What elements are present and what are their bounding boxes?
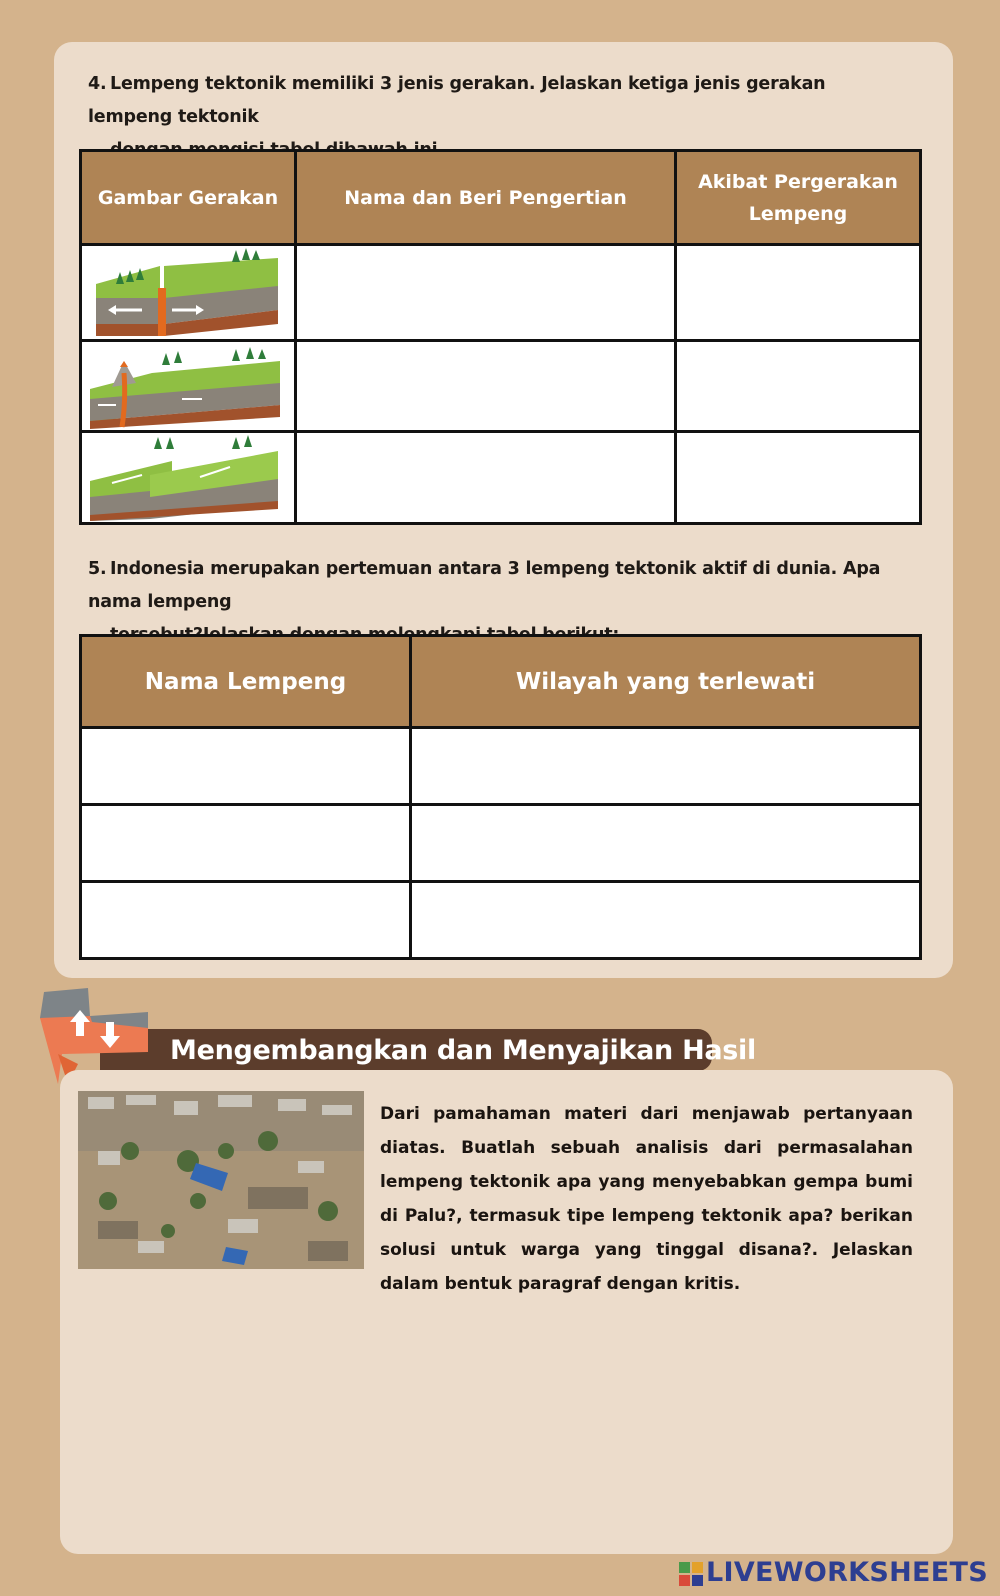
- question-4-text-line1: Lempeng tektonik memiliki 3 jenis gerakan. Jelaskan ketiga jenis gerakan lempeng tektonik: [88, 74, 826, 127]
- name-definition-input[interactable]: [297, 435, 674, 521]
- name-definition-cell[interactable]: [296, 245, 676, 341]
- region-cell[interactable]: [411, 882, 921, 959]
- brand: [679, 1558, 988, 1588]
- effect-cell[interactable]: [676, 432, 921, 524]
- header-gambar-gerakan: Gambar Gerakan: [81, 151, 296, 245]
- plate-name-cell[interactable]: [81, 882, 411, 959]
- liveworksheets-logo-icon: [679, 1562, 703, 1586]
- question-5-number: 5.: [88, 559, 107, 579]
- table-row: [81, 805, 921, 882]
- question-4-number: 4.: [88, 74, 107, 94]
- effect-input[interactable]: [677, 435, 919, 521]
- plate-name-input[interactable]: [82, 885, 409, 956]
- analysis-answer-textarea[interactable]: [80, 1290, 933, 1540]
- name-definition-cell[interactable]: [296, 341, 676, 432]
- name-definition-input[interactable]: [297, 248, 674, 338]
- name-definition-input[interactable]: [297, 344, 674, 429]
- region-input[interactable]: [412, 808, 919, 879]
- region-input[interactable]: [412, 885, 919, 956]
- question-5-text-line1: Indonesia merupakan pertemuan antara 3 lempeng tektonik aktif di dunia. Apa nama lempeng: [88, 559, 881, 612]
- effect-cell[interactable]: [676, 245, 921, 341]
- analysis-instructions: Dari pamahaman materi dari menjawab pertanyaan diatas. Buatlah sebuah analisis dari permasalahan lempeng tektonik apa yang menyebabkan gempa bumi di Palu?, termasuk tipe lempeng tektonik apa? berikan solusi untuk warga yang tinggal disana?. Jelaskan dalam bentuk paragraf dengan kritis.: [380, 1104, 913, 1294]
- name-definition-cell[interactable]: [296, 432, 676, 524]
- table-row: [81, 882, 921, 959]
- plate-name-input[interactable]: [82, 808, 409, 879]
- table-row: [81, 245, 921, 341]
- brand-name: LIVEWORKSHEETS: [705, 1557, 988, 1588]
- plate-name-cell[interactable]: [81, 805, 411, 882]
- movement-image-cell: [81, 341, 296, 432]
- effect-input[interactable]: [677, 344, 919, 429]
- indonesia-plates-table: [79, 634, 922, 960]
- table-row: [81, 341, 921, 432]
- section-title: Mengembangkan dan Menyajikan Hasil: [170, 1035, 756, 1066]
- table-row: [81, 728, 921, 805]
- movement-image-cell: [81, 432, 296, 524]
- plate-name-input[interactable]: [82, 731, 409, 802]
- movement-image-cell: [81, 245, 296, 341]
- plate-movement-table: [79, 149, 922, 525]
- earthquake-aftermath-photo: [78, 1091, 364, 1269]
- header-akibat-pergerakan: Akibat Pergerakan Lempeng: [676, 151, 921, 245]
- effect-input[interactable]: [677, 248, 919, 338]
- header-wilayah: Wilayah yang terlewati: [411, 636, 921, 728]
- region-input[interactable]: [412, 731, 919, 802]
- divergent-plates-icon: [82, 248, 292, 338]
- region-cell[interactable]: [411, 728, 921, 805]
- header-nama-lempeng: Nama Lempeng: [81, 636, 411, 728]
- plate-name-cell[interactable]: [81, 728, 411, 805]
- table-row: [81, 432, 921, 524]
- transform-plates-icon: [82, 435, 292, 521]
- region-cell[interactable]: [411, 805, 921, 882]
- header-nama-pengertian: Nama dan Beri Pengertian: [296, 151, 676, 245]
- convergent-plates-icon: [82, 343, 292, 429]
- effect-cell[interactable]: [676, 341, 921, 432]
